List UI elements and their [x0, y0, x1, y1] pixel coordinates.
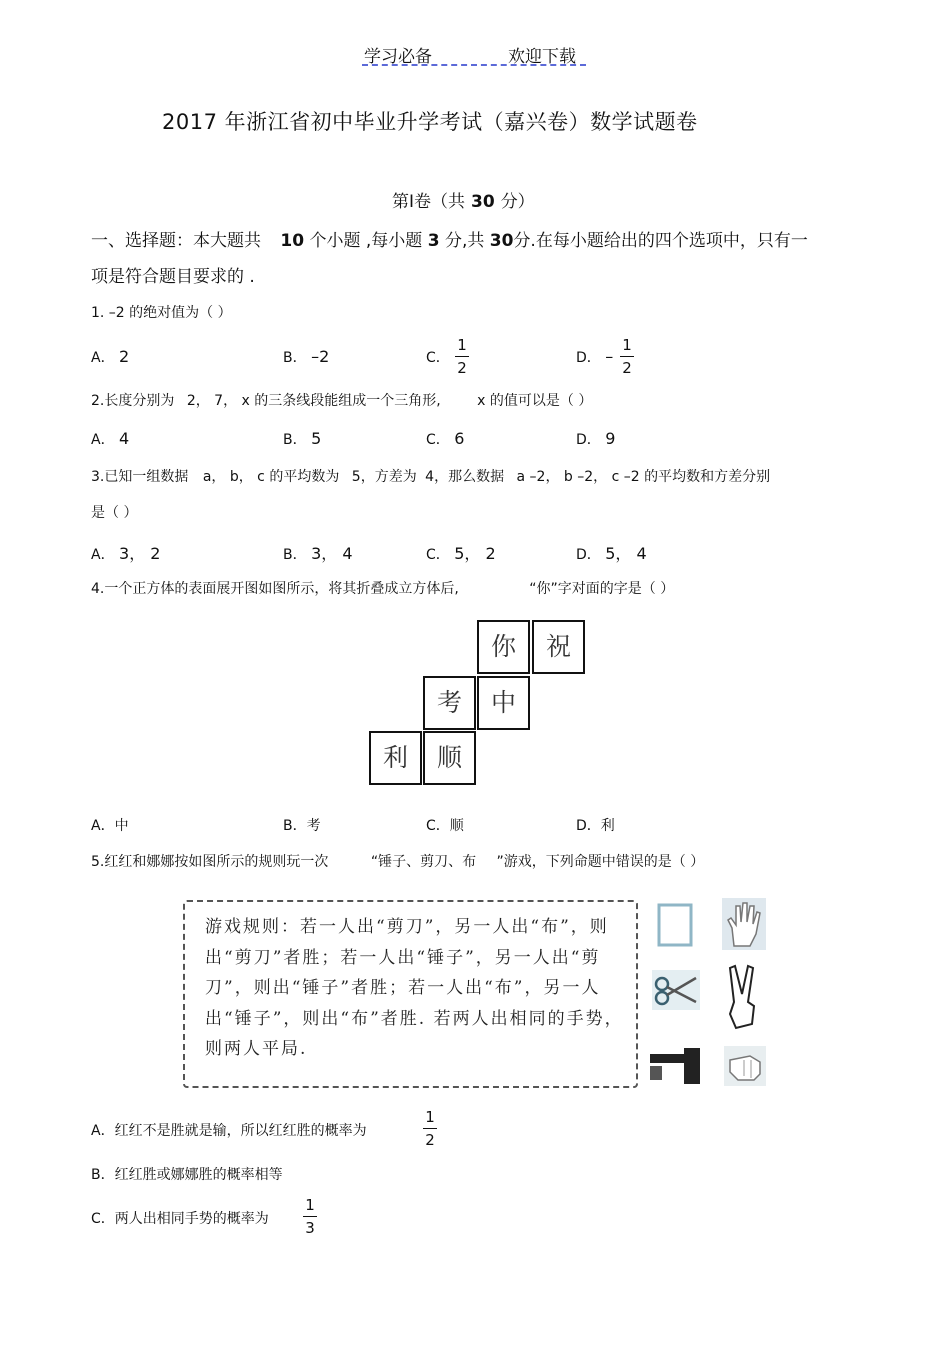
q5-option-b: B．红红胜或娜娜胜的概率相等 [91, 1167, 283, 1183]
q1-b-value: –2 [311, 347, 330, 366]
page-title: 2017 年浙江省初中毕业升学考试（嘉兴卷）数学试题卷 [162, 110, 698, 134]
hammer-icon [648, 1046, 704, 1086]
q2-d-value: 9 [605, 429, 616, 448]
net-cell-shun: 顺 [423, 731, 476, 785]
q3-a-value: 3， 2 [119, 544, 161, 563]
q2-option-a [91, 429, 129, 449]
q2-b-label: B． [283, 432, 307, 448]
q5-stem [91, 851, 704, 871]
game-rules-text: 游戏规则：若一人出“剪刀”，另一人出“布”，则出“剪刀”者胜；若一人出“锤子”，另一人出“剪刀”，则出“锤子”者胜；若一人出“布”，另一人出“锤子”，则出“布”者胜. 若两人出相同的手势，则两人平局. [205, 917, 624, 1059]
q2-option-d [576, 429, 615, 449]
scissors-icon [652, 970, 700, 1010]
q2-b-value: 5 [311, 429, 322, 448]
q5-c-numerator: 1 [305, 1196, 315, 1214]
q4-stem-b: “你”字对面的字是（ ） [529, 581, 675, 597]
q1-c-numerator: 1 [457, 336, 467, 354]
q1-d-denominator: 2 [622, 359, 632, 377]
victory-hand-icon [724, 962, 764, 1032]
paper-sheet-icon [656, 902, 696, 948]
section-pre: 第Ⅰ卷（共 [392, 192, 466, 212]
q3-stem-e: a –2， b –2， c –2 的平均数和方差分别 [516, 469, 771, 485]
q2-option-b [283, 429, 321, 449]
net-cell-li: 利 [369, 731, 422, 785]
q3-option-d [576, 541, 647, 564]
q5-stem-a: 5.红红和娜娜按如图所示的规则玩一次 [91, 854, 329, 870]
part1-n1: 10 [280, 231, 305, 251]
q2-stem [91, 390, 592, 410]
fraction-bar [303, 1216, 317, 1217]
section-heading [392, 187, 535, 212]
q3-option-c [426, 541, 496, 564]
q5-stem-b: “锤子、剪刀、布 [370, 854, 477, 870]
q1-c-denominator: 2 [457, 359, 467, 377]
net-cell-zhu: 祝 [532, 620, 585, 674]
q1-c-fraction [455, 335, 469, 378]
q2-stem-b: 2， 7， x 的三条线段能组成一个三角形, [186, 393, 441, 409]
q3-stem-b: a， b， c 的平均数为 [202, 469, 340, 485]
header-left: 学习必备 [364, 47, 432, 67]
q1-b-label: B． [283, 350, 307, 366]
q2-d-label: D． [576, 432, 601, 448]
q4-option-c: C．顺 [426, 818, 464, 834]
q3-stem-c: 5，方差为 [351, 469, 417, 485]
q1-d-fraction [620, 335, 634, 378]
q3-b-value: 3， 4 [311, 544, 353, 563]
part1-n2: 3 [427, 231, 440, 251]
q1-a-value: 2 [119, 347, 130, 366]
section-post: 分） [500, 192, 535, 212]
part1-line1 [91, 226, 808, 251]
part1-a: 一、选择题：本大题共 [91, 231, 261, 251]
net-cell-zhong: 中 [477, 676, 530, 730]
q3-c-label: C． [426, 547, 450, 563]
section-num: 30 [471, 192, 495, 212]
q3-d-value: 5， 4 [605, 544, 647, 563]
q3-stem-line2: 是（ ） [91, 505, 138, 521]
q1-option-a [91, 347, 129, 367]
q5-a-denominator: 2 [425, 1131, 435, 1149]
q5-c-fraction [303, 1195, 317, 1238]
q2-c-value: 6 [454, 429, 465, 448]
q2-stem-c: x 的值可以是（ ） [477, 393, 593, 409]
q4-option-b: B．考 [283, 818, 321, 834]
part1-b: 个小题 ,每小题 [309, 231, 423, 251]
q2-stem-a: 2.长度分别为 [91, 393, 175, 409]
q1-stem: 1. –2 的绝对值为（ ） [91, 305, 232, 321]
q4-stem [91, 578, 674, 598]
q3-stem-a: 3.已知一组数据 [91, 469, 189, 485]
header-right: 欢迎下载 [508, 47, 576, 67]
q5-option-a: A．红红不是胜就是输，所以红红胜的概率为 [91, 1123, 367, 1139]
q1-d-label: D． [576, 350, 601, 366]
part1-d: 分.在每小题给出的四个选项中，只有一 [513, 231, 808, 251]
net-cell-kao: 考 [423, 676, 476, 730]
q1-d-numerator: 1 [622, 336, 632, 354]
fraction-bar [455, 356, 469, 357]
q5-c-denominator: 3 [305, 1219, 315, 1237]
part1-c: 分,共 [444, 231, 485, 251]
q2-a-value: 4 [119, 429, 130, 448]
q4-option-d: D．利 [576, 818, 615, 834]
q2-c-label: C． [426, 432, 450, 448]
part1-line2: 项是符合题目要求的 . [91, 267, 255, 287]
q2-a-label: A． [91, 432, 115, 448]
q5-stem-c: ”游戏，下列命题中错误的是（ ） [496, 854, 705, 870]
q3-a-label: A． [91, 547, 115, 563]
q4-option-a: A．中 [91, 818, 129, 834]
header-underline [362, 64, 586, 66]
q5-a-fraction [423, 1107, 437, 1150]
q3-stem-d: 4，那么数据 [425, 469, 505, 485]
fraction-bar [620, 356, 634, 357]
q1-option-c-label: C． [426, 350, 450, 366]
q3-stem [91, 466, 770, 486]
q1-a-label: A． [91, 350, 115, 366]
fist-icon [724, 1046, 766, 1086]
net-cell-ni: 你 [477, 620, 530, 674]
q3-d-label: D． [576, 547, 601, 563]
q5-option-c: C．两人出相同手势的概率为 [91, 1211, 269, 1227]
q3-c-value: 5， 2 [454, 544, 496, 563]
q3-b-label: B． [283, 547, 307, 563]
q3-option-b [283, 541, 353, 564]
part1-n3: 30 [489, 231, 514, 251]
q2-option-c [426, 429, 464, 449]
q4-stem-a: 4.一个正方体的表面展开图如图所示，将其折叠成立方体后, [91, 581, 459, 597]
open-hand-icon [722, 898, 766, 950]
q3-option-a [91, 541, 160, 564]
fraction-bar [423, 1128, 437, 1129]
q1-option-b [283, 347, 329, 367]
q1-d-sign: – [605, 347, 614, 366]
q1-option-d-label [576, 347, 613, 367]
q5-a-numerator: 1 [425, 1108, 435, 1126]
